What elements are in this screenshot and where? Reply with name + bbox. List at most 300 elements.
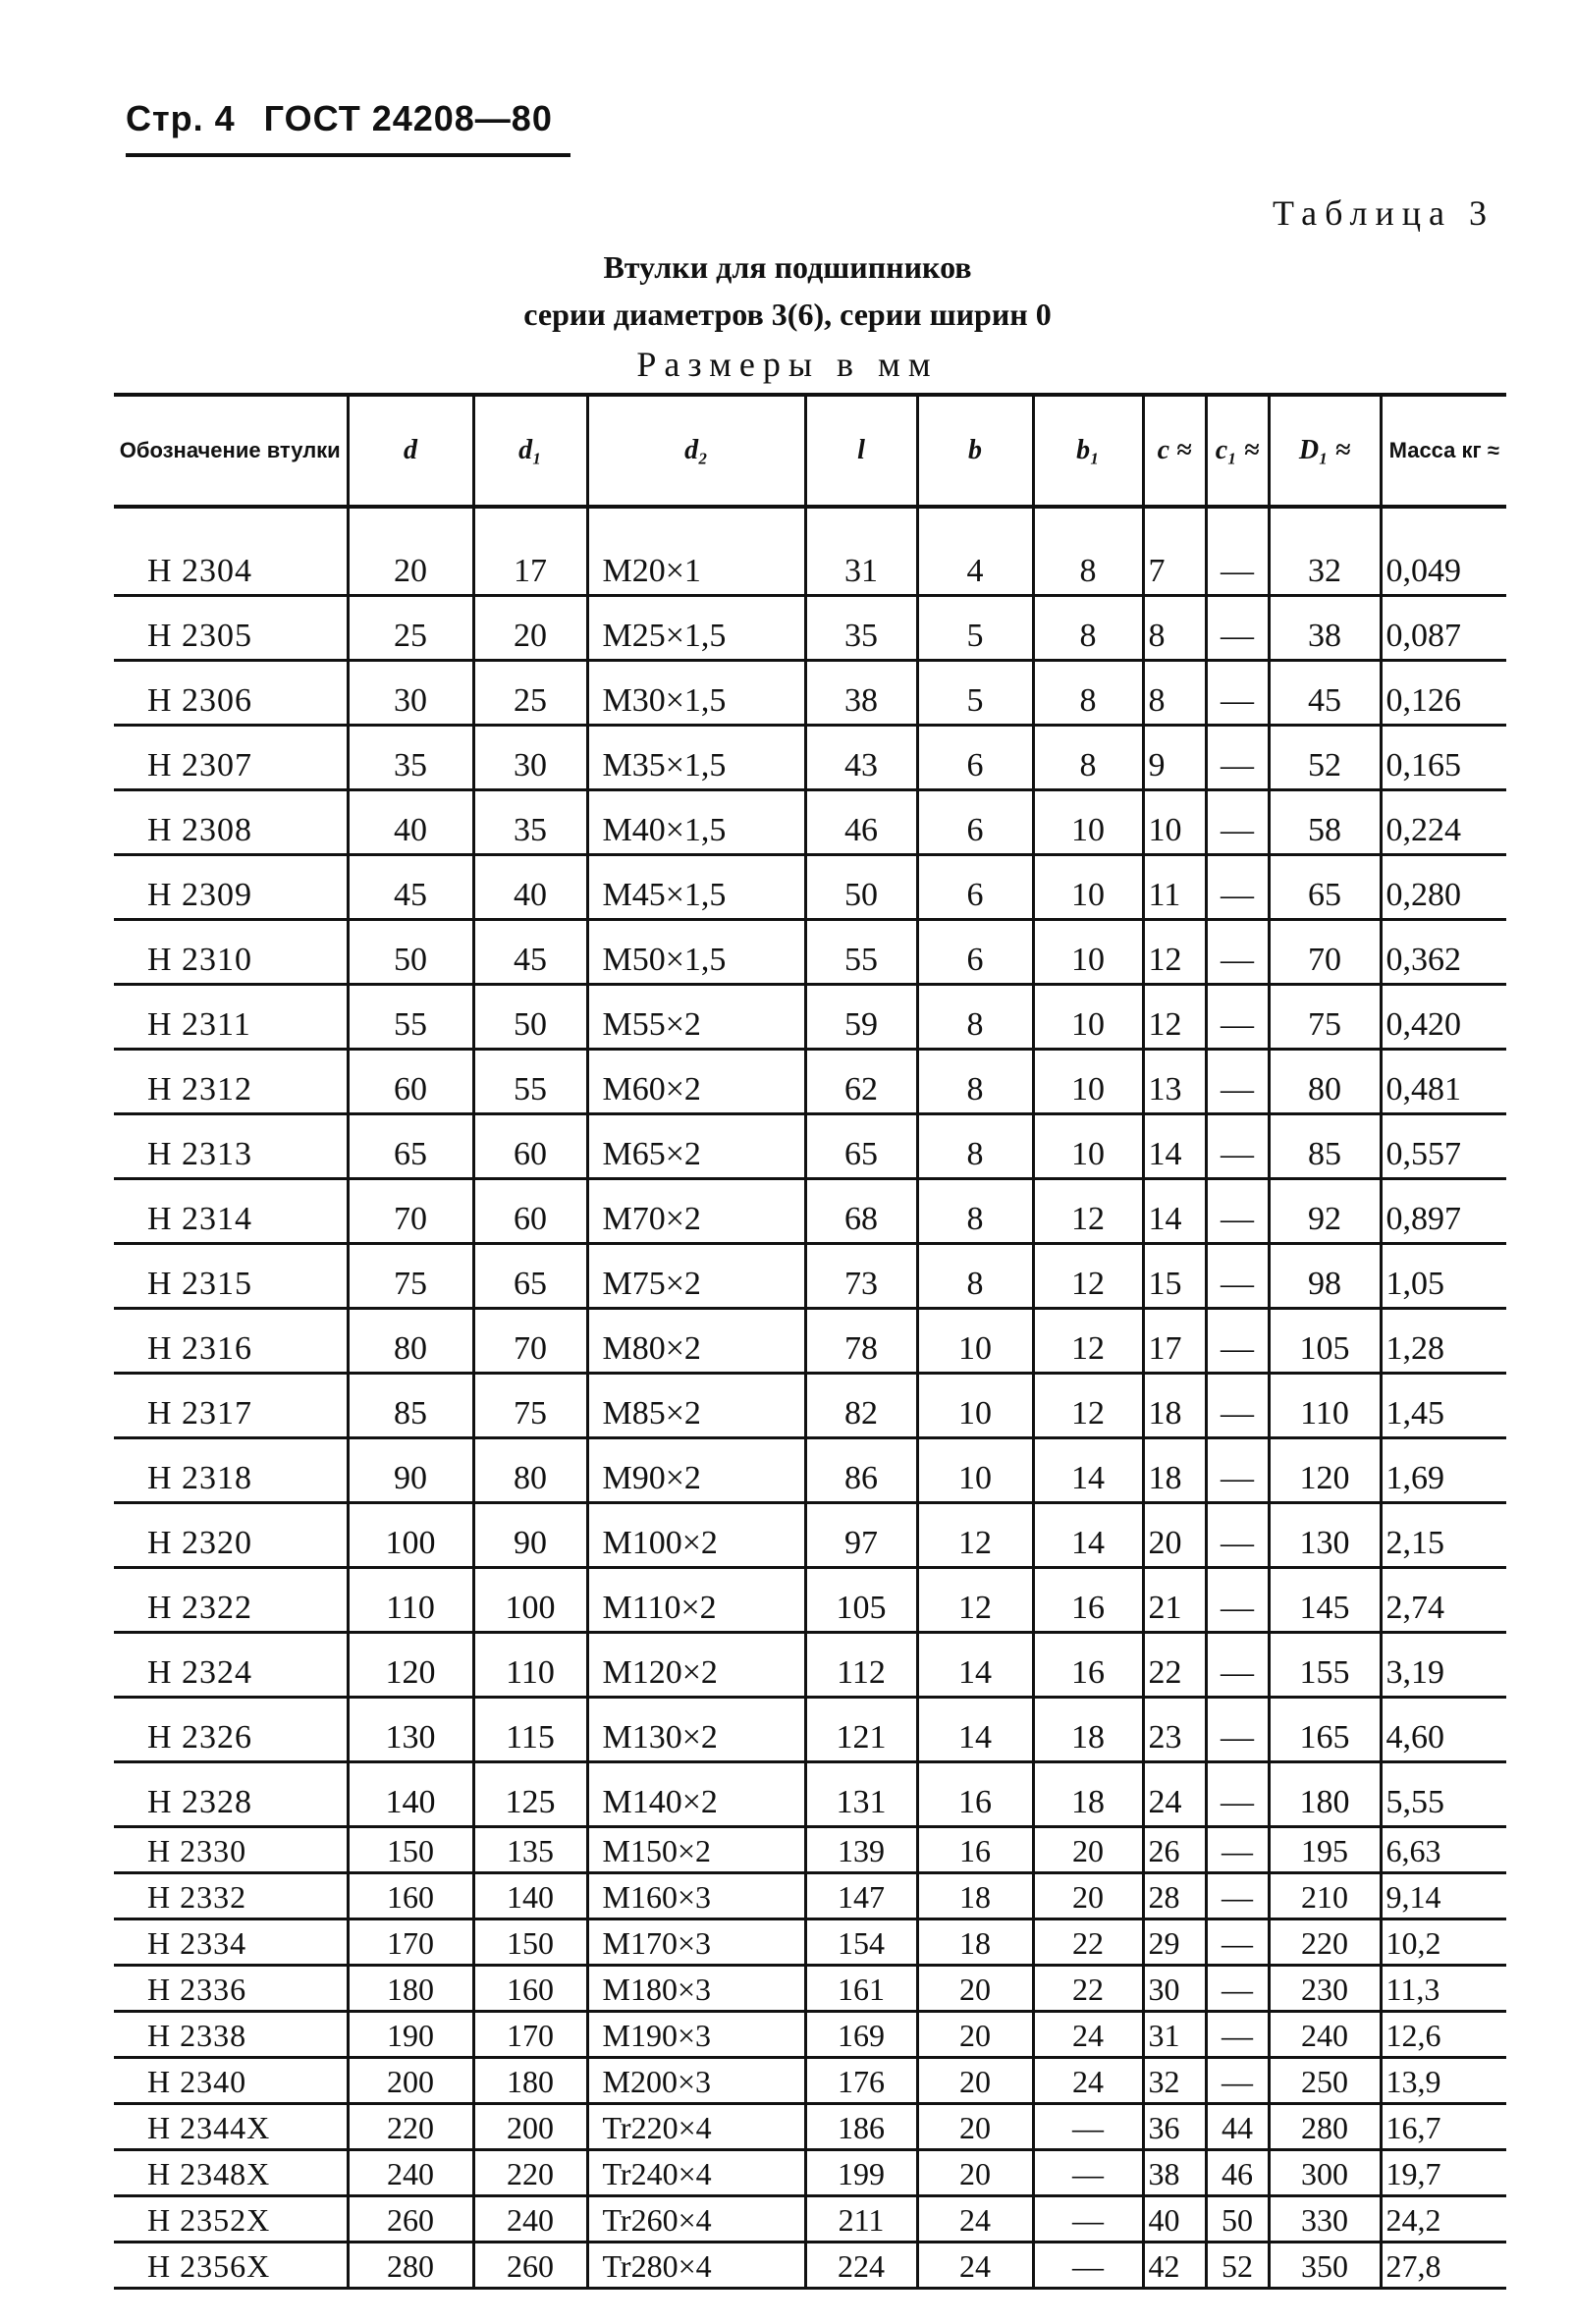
cell-c1: — <box>1206 1827 1269 1873</box>
cell-mass: 2,15 <box>1381 1503 1506 1568</box>
col-header-c: c ≈ <box>1143 395 1206 507</box>
cell-d2: M35×1,5 <box>587 726 805 790</box>
col-header-mass: Масса кг ≈ <box>1381 395 1506 507</box>
cell-d1: 170 <box>473 2012 587 2058</box>
cell-designation: Н 2312 <box>114 1050 348 1114</box>
cell-D1: 65 <box>1269 855 1381 920</box>
cell-l: 62 <box>805 1050 917 1114</box>
cell-b: 18 <box>917 1919 1033 1966</box>
cell-d: 75 <box>348 1244 473 1309</box>
table-row <box>114 1633 1506 1698</box>
cell-d2: M90×2 <box>587 1438 805 1503</box>
cell-b1: 8 <box>1033 532 1143 596</box>
cell-d2: M45×1,5 <box>587 855 805 920</box>
cell-b1: — <box>1033 2104 1143 2150</box>
cell-c: 29 <box>1143 1919 1206 1966</box>
cell-d1: 140 <box>473 1873 587 1919</box>
cell-c1: — <box>1206 661 1269 726</box>
cell-d: 20 <box>348 532 473 596</box>
cell-c: 18 <box>1143 1374 1206 1438</box>
table-body <box>114 507 1506 2289</box>
table-row <box>114 1503 1506 1568</box>
cell-c: 9 <box>1143 726 1206 790</box>
cell-d2: Tr220×4 <box>587 2104 805 2150</box>
cell-c: 28 <box>1143 1873 1206 1919</box>
cell-mass: 10,2 <box>1381 1919 1506 1966</box>
cell-D1: 180 <box>1269 1762 1381 1827</box>
cell-D1: 92 <box>1269 1179 1381 1244</box>
table-title-line-2: серии диаметров 3(6), серии ширин 0 <box>523 297 1052 332</box>
col-header-d1: d₁ <box>473 395 587 507</box>
cell-c: 12 <box>1143 985 1206 1050</box>
table-row <box>114 1438 1506 1503</box>
cell-d1: 260 <box>473 2243 587 2289</box>
cell-b: 20 <box>917 2104 1033 2150</box>
cell-l: 97 <box>805 1503 917 1568</box>
cell-l: 169 <box>805 2012 917 2058</box>
cell-mass: 0,362 <box>1381 920 1506 985</box>
cell-c1: — <box>1206 1244 1269 1309</box>
cell-d2: Tr240×4 <box>587 2150 805 2196</box>
cell-l: 139 <box>805 1827 917 1873</box>
cell-mass: 9,14 <box>1381 1873 1506 1919</box>
cell-c1: — <box>1206 1873 1269 1919</box>
cell-mass: 0,481 <box>1381 1050 1506 1114</box>
col-header-d: d <box>348 395 473 507</box>
cell-l: 224 <box>805 2243 917 2289</box>
cell-d1: 60 <box>473 1114 587 1179</box>
cell-d2: M55×2 <box>587 985 805 1050</box>
cell-b1: 14 <box>1033 1438 1143 1503</box>
cell-d2: M160×3 <box>587 1873 805 1919</box>
cell-designation: Н 2330 <box>114 1827 348 1873</box>
col-header-b: b <box>917 395 1033 507</box>
col-header-D1: D₁ ≈ <box>1269 395 1381 507</box>
cell-D1: 70 <box>1269 920 1381 985</box>
table-row <box>114 790 1506 855</box>
cell-mass: 1,28 <box>1381 1309 1506 1374</box>
cell-b1: 8 <box>1033 726 1143 790</box>
cell-b: 10 <box>917 1309 1033 1374</box>
col-header-designation: Обозначение втулки <box>114 395 348 507</box>
cell-b: 20 <box>917 2058 1033 2104</box>
cell-d1: 220 <box>473 2150 587 2196</box>
cell-d1: 17 <box>473 532 587 596</box>
cell-designation: Н 2311 <box>114 985 348 1050</box>
cell-b: 12 <box>917 1568 1033 1633</box>
table-row <box>114 920 1506 985</box>
cell-designation: Н 2324 <box>114 1633 348 1698</box>
cell-D1: 58 <box>1269 790 1381 855</box>
cell-l: 43 <box>805 726 917 790</box>
cell-designation: Н 2328 <box>114 1762 348 1827</box>
cell-d1: 70 <box>473 1309 587 1374</box>
cell-D1: 145 <box>1269 1568 1381 1633</box>
cell-b: 8 <box>917 985 1033 1050</box>
cell-mass: 24,2 <box>1381 2196 1506 2243</box>
cell-l: 154 <box>805 1919 917 1966</box>
cell-designation: Н 2348Х <box>114 2150 348 2196</box>
cell-c: 26 <box>1143 1827 1206 1873</box>
cell-b: 20 <box>917 2150 1033 2196</box>
cell-D1: 165 <box>1269 1698 1381 1762</box>
cell-b1: — <box>1033 2150 1143 2196</box>
table-row <box>114 1179 1506 1244</box>
cell-mass: 6,63 <box>1381 1827 1506 1873</box>
cell-c1: — <box>1206 596 1269 661</box>
cell-c: 42 <box>1143 2243 1206 2289</box>
cell-c: 12 <box>1143 920 1206 985</box>
cell-c1: — <box>1206 1438 1269 1503</box>
cell-d1: 30 <box>473 726 587 790</box>
cell-mass: 0,557 <box>1381 1114 1506 1179</box>
cell-designation: Н 2344Х <box>114 2104 348 2150</box>
cell-b: 4 <box>917 532 1033 596</box>
cell-c: 8 <box>1143 596 1206 661</box>
cell-c1: — <box>1206 1114 1269 1179</box>
cell-c: 32 <box>1143 2058 1206 2104</box>
cell-mass: 19,7 <box>1381 2150 1506 2196</box>
cell-d2: M20×1 <box>587 532 805 596</box>
cell-c1: — <box>1206 1179 1269 1244</box>
cell-c: 22 <box>1143 1633 1206 1698</box>
cell-c1: — <box>1206 1966 1269 2012</box>
cell-d1: 160 <box>473 1966 587 2012</box>
cell-d: 60 <box>348 1050 473 1114</box>
cell-mass: 0,897 <box>1381 1179 1506 1244</box>
cell-mass: 5,55 <box>1381 1762 1506 1827</box>
cell-c1: 52 <box>1206 2243 1269 2289</box>
table-row <box>114 1309 1506 1374</box>
cell-d: 220 <box>348 2104 473 2150</box>
cell-D1: 120 <box>1269 1438 1381 1503</box>
cell-d1: 135 <box>473 1827 587 1873</box>
cell-c: 10 <box>1143 790 1206 855</box>
cell-c: 8 <box>1143 661 1206 726</box>
cell-d1: 20 <box>473 596 587 661</box>
cell-b1: 24 <box>1033 2012 1143 2058</box>
cell-c: 36 <box>1143 2104 1206 2150</box>
cell-d1: 55 <box>473 1050 587 1114</box>
table-row <box>114 1762 1506 1827</box>
table-row <box>114 2196 1506 2243</box>
cell-mass: 0,087 <box>1381 596 1506 661</box>
cell-l: 55 <box>805 920 917 985</box>
cell-d: 40 <box>348 790 473 855</box>
col-header-b1: b₁ <box>1033 395 1143 507</box>
cell-designation: Н 2322 <box>114 1568 348 1633</box>
table-row <box>114 2012 1506 2058</box>
cell-designation: Н 2313 <box>114 1114 348 1179</box>
table-title-line-1: Втулки для подшипников <box>603 249 972 285</box>
cell-designation: Н 2304 <box>114 532 348 596</box>
cell-b1: 12 <box>1033 1374 1143 1438</box>
cell-c: 14 <box>1143 1179 1206 1244</box>
table-row <box>114 532 1506 596</box>
cell-b1: 22 <box>1033 1919 1143 1966</box>
cell-c: 40 <box>1143 2196 1206 2243</box>
cell-mass: 1,45 <box>1381 1374 1506 1438</box>
cell-c1: — <box>1206 1050 1269 1114</box>
cell-d: 55 <box>348 985 473 1050</box>
cell-mass: 13,9 <box>1381 2058 1506 2104</box>
cell-c: 30 <box>1143 1966 1206 2012</box>
cell-D1: 330 <box>1269 2196 1381 2243</box>
cell-D1: 195 <box>1269 1827 1381 1873</box>
cell-c1: — <box>1206 1568 1269 1633</box>
table-row <box>114 2104 1506 2150</box>
cell-d: 25 <box>348 596 473 661</box>
cell-d: 160 <box>348 1873 473 1919</box>
cell-c: 38 <box>1143 2150 1206 2196</box>
cell-mass: 0,224 <box>1381 790 1506 855</box>
cell-d2: M30×1,5 <box>587 661 805 726</box>
cell-b: 24 <box>917 2196 1033 2243</box>
cell-D1: 110 <box>1269 1374 1381 1438</box>
cell-b1: 12 <box>1033 1309 1143 1374</box>
cell-mass: 2,74 <box>1381 1568 1506 1633</box>
cell-b: 6 <box>917 726 1033 790</box>
cell-d: 140 <box>348 1762 473 1827</box>
cell-c1: — <box>1206 985 1269 1050</box>
cell-c: 11 <box>1143 855 1206 920</box>
cell-d1: 150 <box>473 1919 587 1966</box>
cell-l: 199 <box>805 2150 917 2196</box>
cell-designation: Н 2318 <box>114 1438 348 1503</box>
cell-b1: 10 <box>1033 855 1143 920</box>
cell-mass: 3,19 <box>1381 1633 1506 1698</box>
cell-l: 161 <box>805 1966 917 2012</box>
cell-b: 8 <box>917 1050 1033 1114</box>
cell-l: 78 <box>805 1309 917 1374</box>
cell-b: 14 <box>917 1698 1033 1762</box>
cell-l: 121 <box>805 1698 917 1762</box>
units-note: Размеры в мм <box>636 345 939 384</box>
table-row <box>114 596 1506 661</box>
cell-d2: M70×2 <box>587 1179 805 1244</box>
cell-d1: 200 <box>473 2104 587 2150</box>
cell-d2: M150×2 <box>587 1827 805 1873</box>
cell-l: 31 <box>805 532 917 596</box>
cell-designation: Н 2356Х <box>114 2243 348 2289</box>
cell-b: 14 <box>917 1633 1033 1698</box>
cell-d1: 80 <box>473 1438 587 1503</box>
cell-designation: Н 2334 <box>114 1919 348 1966</box>
cell-c1: — <box>1206 1374 1269 1438</box>
cell-d2: M140×2 <box>587 1762 805 1827</box>
cell-d: 100 <box>348 1503 473 1568</box>
cell-l: 186 <box>805 2104 917 2150</box>
cell-l: 86 <box>805 1438 917 1503</box>
cell-d2: M75×2 <box>587 1244 805 1309</box>
cell-designation: Н 2320 <box>114 1503 348 1568</box>
cell-c1: — <box>1206 1762 1269 1827</box>
cell-d: 260 <box>348 2196 473 2243</box>
cell-c: 23 <box>1143 1698 1206 1762</box>
cell-b: 20 <box>917 2012 1033 2058</box>
cell-D1: 230 <box>1269 1966 1381 2012</box>
cell-d1: 25 <box>473 661 587 726</box>
cell-d1: 35 <box>473 790 587 855</box>
table-row <box>114 661 1506 726</box>
sleeve-dimensions-table <box>114 393 1506 2290</box>
cell-designation: Н 2336 <box>114 1966 348 2012</box>
cell-b1: 12 <box>1033 1244 1143 1309</box>
cell-designation: Н 2315 <box>114 1244 348 1309</box>
cell-c: 17 <box>1143 1309 1206 1374</box>
cell-D1: 155 <box>1269 1633 1381 1698</box>
cell-D1: 32 <box>1269 532 1381 596</box>
cell-c1: — <box>1206 1698 1269 1762</box>
table-row <box>114 1374 1506 1438</box>
cell-c: 31 <box>1143 2012 1206 2058</box>
cell-d: 200 <box>348 2058 473 2104</box>
cell-b: 8 <box>917 1179 1033 1244</box>
cell-designation: Н 2332 <box>114 1873 348 1919</box>
cell-c: 13 <box>1143 1050 1206 1114</box>
cell-d: 120 <box>348 1633 473 1698</box>
cell-designation: Н 2310 <box>114 920 348 985</box>
cell-designation: Н 2352Х <box>114 2196 348 2243</box>
cell-mass: 12,6 <box>1381 2012 1506 2058</box>
cell-b1: 16 <box>1033 1633 1143 1698</box>
table-row <box>114 1698 1506 1762</box>
table-spacer-row <box>114 507 1506 532</box>
cell-c1: — <box>1206 2058 1269 2104</box>
cell-b: 16 <box>917 1762 1033 1827</box>
cell-b1: 10 <box>1033 920 1143 985</box>
cell-c1: — <box>1206 2012 1269 2058</box>
cell-b1: — <box>1033 2243 1143 2289</box>
cell-c: 21 <box>1143 1568 1206 1633</box>
cell-D1: 75 <box>1269 985 1381 1050</box>
cell-d1: 45 <box>473 920 587 985</box>
cell-l: 211 <box>805 2196 917 2243</box>
cell-b1: 20 <box>1033 1873 1143 1919</box>
cell-d1: 50 <box>473 985 587 1050</box>
cell-designation: Н 2326 <box>114 1698 348 1762</box>
cell-l: 50 <box>805 855 917 920</box>
cell-d2: M200×3 <box>587 2058 805 2104</box>
cell-d2: M25×1,5 <box>587 596 805 661</box>
cell-c1: — <box>1206 726 1269 790</box>
cell-d1: 110 <box>473 1633 587 1698</box>
cell-d2: M130×2 <box>587 1698 805 1762</box>
col-header-d2: d₂ <box>587 395 805 507</box>
cell-d1: 100 <box>473 1568 587 1633</box>
cell-designation: Н 2316 <box>114 1309 348 1374</box>
cell-mass: 0,126 <box>1381 661 1506 726</box>
table-label: Таблица 3 <box>1273 193 1494 233</box>
cell-c: 15 <box>1143 1244 1206 1309</box>
cell-D1: 130 <box>1269 1503 1381 1568</box>
cell-d1: 60 <box>473 1179 587 1244</box>
cell-D1: 300 <box>1269 2150 1381 2196</box>
table-row <box>114 1050 1506 1114</box>
cell-c: 7 <box>1143 532 1206 596</box>
cell-c1: — <box>1206 1503 1269 1568</box>
cell-d2: M65×2 <box>587 1114 805 1179</box>
cell-D1: 210 <box>1269 1873 1381 1919</box>
cell-b1: 8 <box>1033 596 1143 661</box>
cell-c: 14 <box>1143 1114 1206 1179</box>
cell-b1: 8 <box>1033 661 1143 726</box>
cell-d1: 90 <box>473 1503 587 1568</box>
cell-D1: 45 <box>1269 661 1381 726</box>
cell-d: 190 <box>348 2012 473 2058</box>
cell-d1: 180 <box>473 2058 587 2104</box>
cell-d: 45 <box>348 855 473 920</box>
cell-b: 6 <box>917 920 1033 985</box>
cell-c: 24 <box>1143 1762 1206 1827</box>
cell-D1: 38 <box>1269 596 1381 661</box>
cell-l: 112 <box>805 1633 917 1698</box>
table-row <box>114 1966 1506 2012</box>
cell-b: 8 <box>917 1114 1033 1179</box>
col-header-c1: c₁ ≈ <box>1206 395 1269 507</box>
cell-d: 240 <box>348 2150 473 2196</box>
cell-b: 8 <box>917 1244 1033 1309</box>
cell-c1: 44 <box>1206 2104 1269 2150</box>
cell-D1: 280 <box>1269 2104 1381 2150</box>
cell-d2: M50×1,5 <box>587 920 805 985</box>
cell-d: 85 <box>348 1374 473 1438</box>
cell-b: 10 <box>917 1374 1033 1438</box>
cell-d: 70 <box>348 1179 473 1244</box>
cell-d: 180 <box>348 1966 473 2012</box>
cell-designation: Н 2309 <box>114 855 348 920</box>
cell-d2: M80×2 <box>587 1309 805 1374</box>
cell-l: 59 <box>805 985 917 1050</box>
cell-mass: 11,3 <box>1381 1966 1506 2012</box>
cell-l: 38 <box>805 661 917 726</box>
cell-designation: Н 2306 <box>114 661 348 726</box>
cell-c1: 46 <box>1206 2150 1269 2196</box>
table-row <box>114 1114 1506 1179</box>
cell-designation: Н 2308 <box>114 790 348 855</box>
cell-b: 10 <box>917 1438 1033 1503</box>
table-row <box>114 1568 1506 1633</box>
cell-b: 5 <box>917 661 1033 726</box>
cell-D1: 85 <box>1269 1114 1381 1179</box>
page-number: Стр. 4 <box>126 98 236 138</box>
cell-b1: 18 <box>1033 1762 1143 1827</box>
cell-d: 130 <box>348 1698 473 1762</box>
cell-mass: 0,165 <box>1381 726 1506 790</box>
cell-mass: 4,60 <box>1381 1698 1506 1762</box>
cell-designation: Н 2340 <box>114 2058 348 2104</box>
standard-code: ГОСТ 24208—80 <box>263 98 553 138</box>
cell-designation: Н 2307 <box>114 726 348 790</box>
cell-b1: — <box>1033 2196 1143 2243</box>
cell-b1: 14 <box>1033 1503 1143 1568</box>
cell-d: 150 <box>348 1827 473 1873</box>
table-row <box>114 726 1506 790</box>
cell-designation: Н 2314 <box>114 1179 348 1244</box>
cell-l: 46 <box>805 790 917 855</box>
cell-c1: — <box>1206 1309 1269 1374</box>
cell-d2: M120×2 <box>587 1633 805 1698</box>
cell-l: 131 <box>805 1762 917 1827</box>
cell-d2: M110×2 <box>587 1568 805 1633</box>
cell-b1: 16 <box>1033 1568 1143 1633</box>
table-row <box>114 1873 1506 1919</box>
cell-mass: 1,05 <box>1381 1244 1506 1309</box>
cell-d2: M60×2 <box>587 1050 805 1114</box>
cell-c1: — <box>1206 1633 1269 1698</box>
cell-d: 50 <box>348 920 473 985</box>
cell-c1: — <box>1206 1919 1269 1966</box>
